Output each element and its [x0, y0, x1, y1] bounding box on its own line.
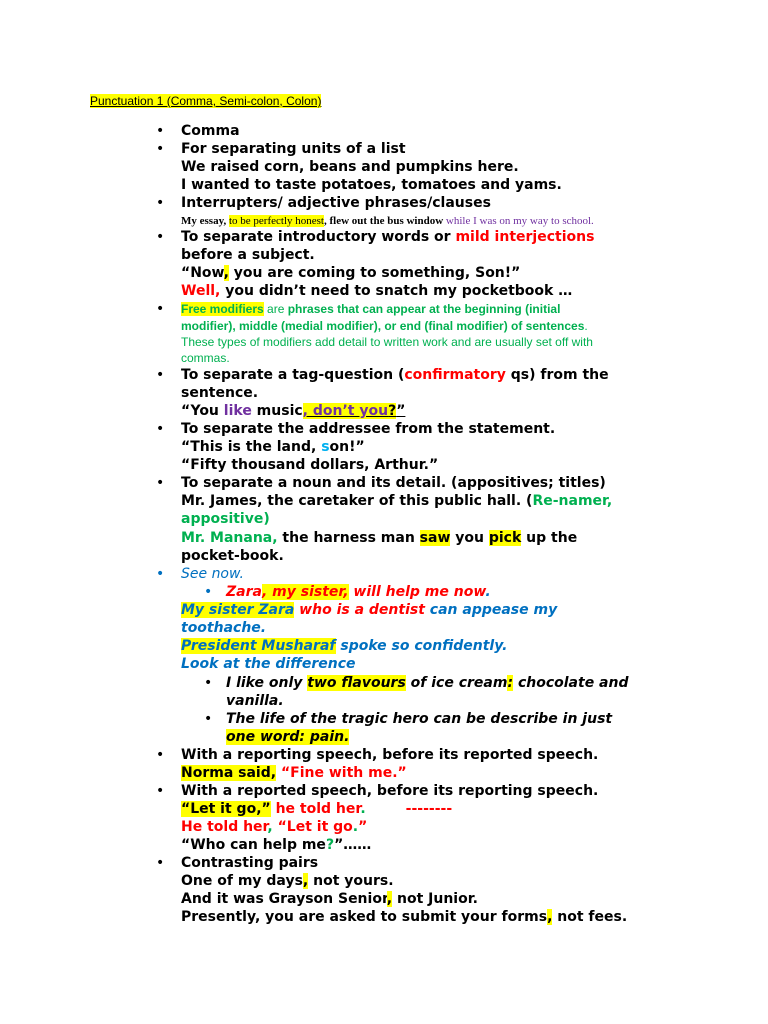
text-line: One of my days, not yours. [181, 873, 394, 889]
bullet: • [156, 783, 165, 799]
text-line: My sister Zara who is a dentist can appease my [181, 602, 558, 618]
text-line: He told her, “Let it go.” [181, 819, 368, 835]
text-line: toothache. [181, 620, 267, 636]
text-line: vanilla. [226, 693, 284, 709]
text-line: These types of modifiers add detail to written work and are usually set off with [181, 335, 593, 349]
text-line: one word: pain. [226, 729, 350, 745]
text-line: I like only two flavours of ice cream: chocolate and [226, 675, 629, 691]
bullet: • [156, 141, 165, 157]
bullet: • [156, 229, 165, 245]
text-line: I wanted to taste potatoes, tomatoes and yams. [181, 177, 562, 193]
text-line: pocket-book. [181, 548, 284, 564]
bullet: • [156, 855, 165, 871]
bullet: • [156, 367, 165, 383]
bullet: • [156, 301, 165, 317]
text-line: “Let it go,” he told her. -------- [181, 801, 453, 817]
text-line: Look at the difference [181, 656, 356, 672]
text-line: We raised corn, beans and pumpkins here. [181, 159, 519, 175]
bullet: • [156, 123, 165, 139]
text-line: Contrasting pairs [181, 855, 319, 871]
text-line: Well, you didn’t need to snatch my pocketbook … [181, 283, 573, 299]
text-line: before a subject. [181, 247, 315, 263]
text-line: “Fifty thousand dollars, Arthur.” [181, 457, 439, 473]
text-line: With a reported speech, before its reporting speech. [181, 783, 599, 799]
bullet: • [156, 421, 165, 437]
text-line: To separate introductory words or mild interjections [181, 229, 595, 245]
text-line: With a reporting speech, before its reported speech. [181, 747, 599, 763]
text-line: modifier), middle (medial modifier), or end (final modifier) of sentences. [181, 319, 588, 333]
text-line: My essay, to be perfectly honest, flew out the bus window while I was on my way to school. [181, 215, 594, 227]
text-line: sentence. [181, 385, 259, 401]
bullet: • [204, 711, 213, 727]
bullet: • [204, 675, 213, 691]
text-line: For separating units of a list [181, 141, 406, 157]
text-line: Mr. James, the caretaker of this public hall. (Re-namer, [181, 493, 613, 509]
text-line: commas. [181, 351, 230, 365]
text-line: Mr. Manana, the harness man saw you pick up the [181, 530, 578, 546]
text-line: appositive) [181, 511, 270, 527]
text-line: Presently, you are asked to submit your forms, not fees. [181, 909, 628, 925]
text-line: To separate a noun and its detail. (appositives; titles) [181, 475, 606, 491]
text-line: And it was Grayson Senior, not Junior. [181, 891, 478, 907]
text-line: “Who can help me?”…… [181, 837, 372, 853]
text-line: See now. [181, 566, 245, 582]
text-line: Free modifiers are phrases that can appear at the beginning (initial [181, 302, 561, 316]
text-line: The life of the tragic hero can be describe in just [226, 711, 613, 727]
bullet: • [156, 566, 165, 582]
text-line: “Now, you are coming to something, Son!” [181, 265, 521, 281]
text-line: Zara, my sister, will help me now. [226, 584, 491, 600]
text-line: Norma said, “Fine with me.” [181, 765, 407, 781]
text-line: Interrupters/ adjective phrases/clauses [181, 195, 491, 211]
text-line: To separate a tag-question (confirmatory qs) from the [181, 367, 609, 383]
page-title: Punctuation 1 (Comma, Semi-colon, Colon) [90, 94, 322, 108]
bullet: • [156, 195, 165, 211]
text-line: “You like music, don’t you?” [181, 403, 406, 419]
bullet: • [156, 747, 165, 763]
text-line: “This is the land, son!” [181, 439, 365, 455]
bullet: • [204, 584, 213, 600]
bullet: • [156, 475, 165, 491]
text-line: To separate the addressee from the statement. [181, 421, 556, 437]
text-line: President Musharaf spoke so confidently. [181, 638, 508, 654]
text-line: Comma [181, 123, 240, 139]
